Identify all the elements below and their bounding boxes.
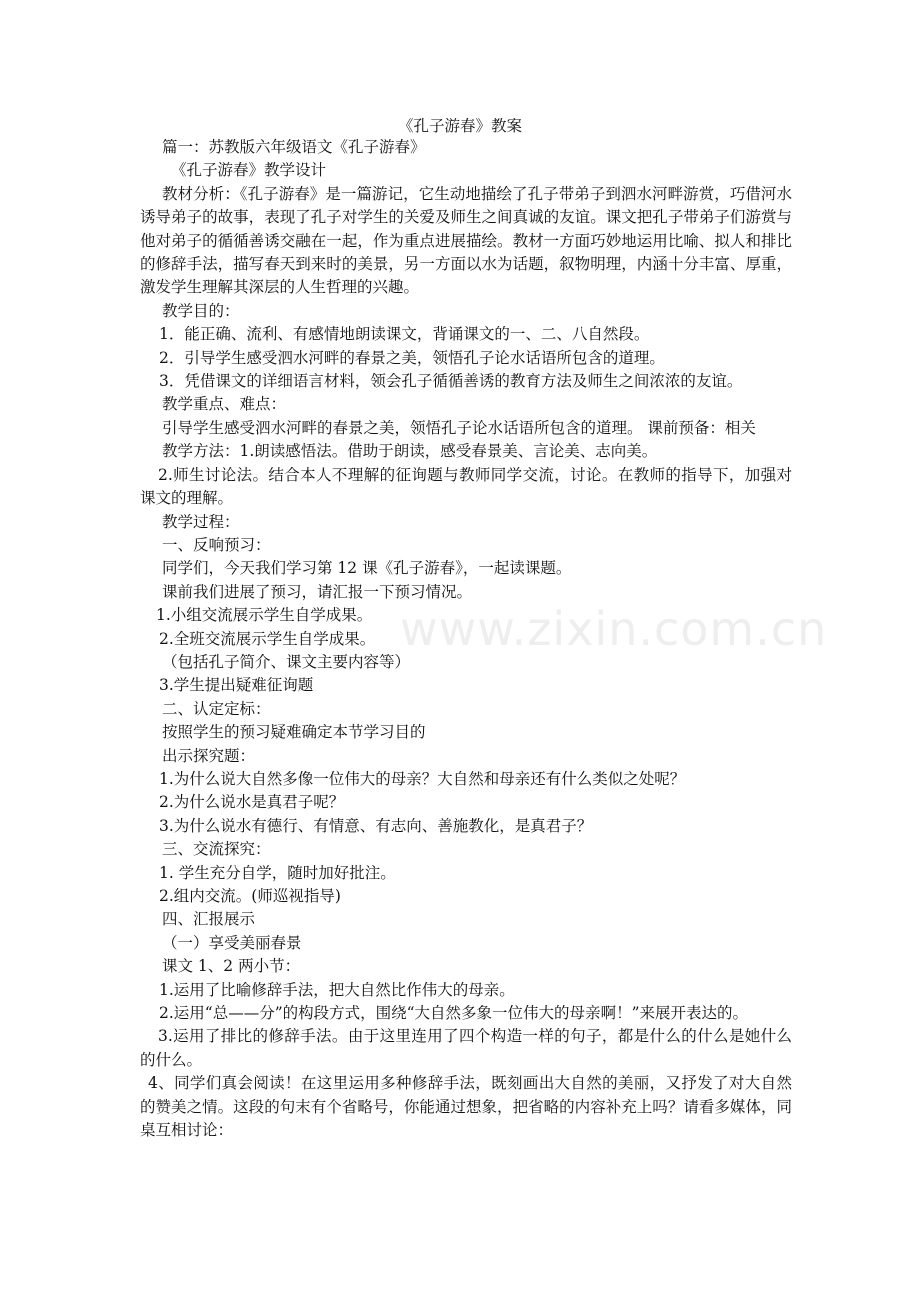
paragraph-item: 3.运用了排比的修辞手法。由于这里连用了四个构造一样的句子，都是什么的什么是她什么的什么。 [140,1027,792,1069]
subtitle: 《孔子游春》教学设计 [171,161,327,180]
step-heading: 一、反响预习： [162,535,271,554]
paragraph-methods-2: 2.师生讨论法。结合本人不理解的征询题与教师同学交流，讨论。在教师的指导下，加强对课文的理解。 [140,465,792,508]
list-item: 1.为什么说大自然多像一位伟大的母亲？大自然和母亲还有什么类似之处呢？ [159,769,686,788]
list-item: 2.全班交流展示学生自学成果。 [159,629,376,648]
paragraph-analysis: 教材分析：《孔子游春》是一篇游记，它生动地描绘了孔子带弟子到泗水河畔游赏，巧借河水诱导弟子的故事，表现了孔子对学生的关爱及师生之间真诚的友谊。课文把孔子带弟子们游赏与他对弟子的循循善诱交融在一起，作为重点进展描绘。教材一方面巧妙地运用比喻、拟人和排比的修辞手法，描写春天到来时的美景，另一方面以水为话题，叙物明理，内涵十分丰富、厚重，激发学生理解其深层的人生哲理的兴趣。 [140,184,792,297]
text-line: 课前我们进展了预习，请汇报一下预习情况。 [162,582,473,601]
list-item: 2.为什么说水是真君子呢？ [159,793,345,812]
list-item: 2.组内交流。(师巡视指导) [159,887,341,905]
document-body [140,136,792,1142]
list-item: 1.运用了比喻修辞手法，把大自然比作伟大的母亲。 [159,980,515,999]
paragraph-key-points: 引导学生感受泗水河畔的春景之美，领悟孔子论水话语所包含的道理。 课前预备：相关 [162,418,756,437]
list-item: 1. 学生充分自学，随时加好批注。 [159,863,396,882]
step-heading: 二、认定定标： [162,699,271,718]
list-item: 3.学生提出疑难征询题 [159,676,314,695]
step-heading: 三、交流探究： [162,840,271,859]
watermark: www.zixin.com.cn [400,602,828,656]
heading-objectives: 教学目的： [162,301,240,320]
heading-process: 教学过程： [162,512,240,531]
step-heading: 四、汇报展示 [162,910,256,929]
objective-item: 2．引导学生感受泗水河畔的春景之美，领悟孔子论水话语所包含的道理。 [159,348,665,367]
list-item: 1.小组交流展示学生自学成果。 [156,606,373,625]
objective-item: 1．能正确、流利、有感情地朗读课文，背诵课文的一、二、八自然段。 [159,325,650,344]
heading-key-points: 教学重点、难点： [162,395,287,414]
text-line: 出示探究题： [162,746,256,765]
section-heading: 篇一：苏教版六年级语文《孔子游春》 [162,138,426,156]
text-line: （包括孔子简介、课文主要内容等） [162,652,411,671]
list-item: 3.为什么说水有德行、有情意、有志向、善施教化，是真君子？ [159,816,593,835]
list-item: 2.运用“总——分”的构段方式，围绕“大自然多象一位伟大的母亲啊！”来展开表达的。 [159,1004,748,1023]
text-line: 同学们，今天我们学习第 12 课《孔子游春》，一起读课题。 [162,559,572,578]
paragraph-item: 4、同学们真会阅读！在这里运用多种修辞手法，既刻画出大自然的美丽，又抒发了对大自然的赞美之情。这段的句末有个省略号，你能通过想象，把省略的内容补充上吗？请看多媒体，同桌互相讨论： [140,1074,792,1140]
sub-heading: （一）享受美丽春景 [162,933,302,952]
paragraph-methods: 教学方法：1.朗读感悟法。借助于朗读，感受春景美、言论美、志向美。 [162,442,658,461]
objective-item: 3．凭借课文的详细语言材料，领会孔子循循善诱的教育方法及师生之间浓浓的友谊。 [159,372,743,391]
document-title: 《孔子游春》教案 [397,117,522,135]
text-line: 按照学生的预习疑难确定本节学习目的 [162,723,426,742]
text-line: 课文 1、2 两小节： [162,957,301,976]
